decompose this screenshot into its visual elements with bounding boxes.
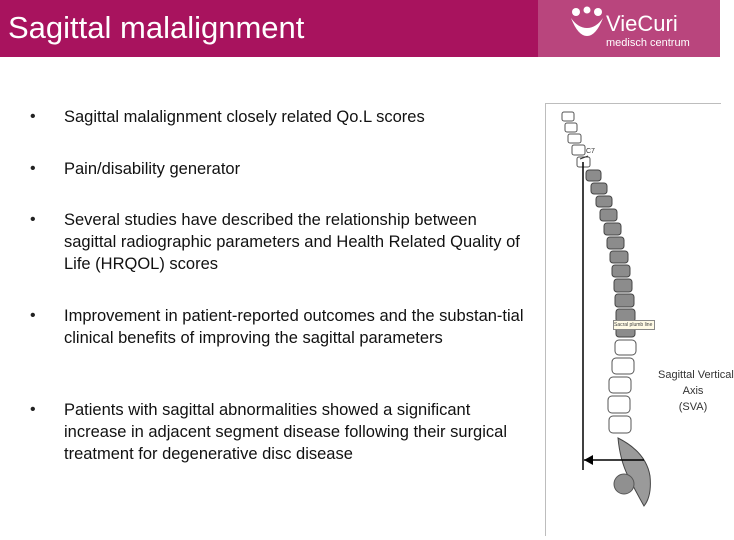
bullet-item-3: Several studies have described the relationship between sagittal radiographic parameters and Health Related Quality of Life (HRQOL) scores — [64, 211, 520, 273]
bullet-item-2: Pain/disability generator — [64, 160, 241, 178]
bullet-item-5: Patients with sagittal abnormalities showed a significant increase in adjacent segment disease following their surgical treatment for degenerative disc disease — [64, 401, 507, 463]
c7-label: C7 — [586, 148, 595, 155]
bullet-marker: • — [30, 108, 36, 125]
sva-label-line-3: (SVA) — [678, 401, 708, 413]
viecuri-logo-icon — [568, 6, 606, 40]
bullet-item-1: Sagittal malalignment closely related Qo.L scores — [64, 108, 425, 126]
sva-label-line-1: Sagittal Vertical — [658, 369, 734, 381]
bullet-marker: • — [30, 307, 36, 324]
logo-name: VieCuri — [606, 11, 678, 36]
viecuri-logo — [538, 0, 720, 57]
bullet-marker: • — [30, 401, 36, 418]
bullet-item-4: Improvement in patient-reported outcomes and the substan-tial clinical benefits of improving the sagittal parameters — [64, 307, 524, 347]
header-bar — [0, 0, 720, 57]
page-title: Sagittal malalignment — [8, 10, 305, 45]
spine-diagram — [545, 103, 734, 536]
sva-label — [658, 367, 734, 415]
bullet-marker: • — [30, 160, 36, 177]
logo-subtitle: medisch centrum — [606, 37, 690, 49]
bullet-marker: • — [30, 211, 36, 228]
sacral-plumb-label: Sacral plumb line — [613, 320, 655, 330]
sva-label-line-2: Axis — [682, 385, 704, 397]
